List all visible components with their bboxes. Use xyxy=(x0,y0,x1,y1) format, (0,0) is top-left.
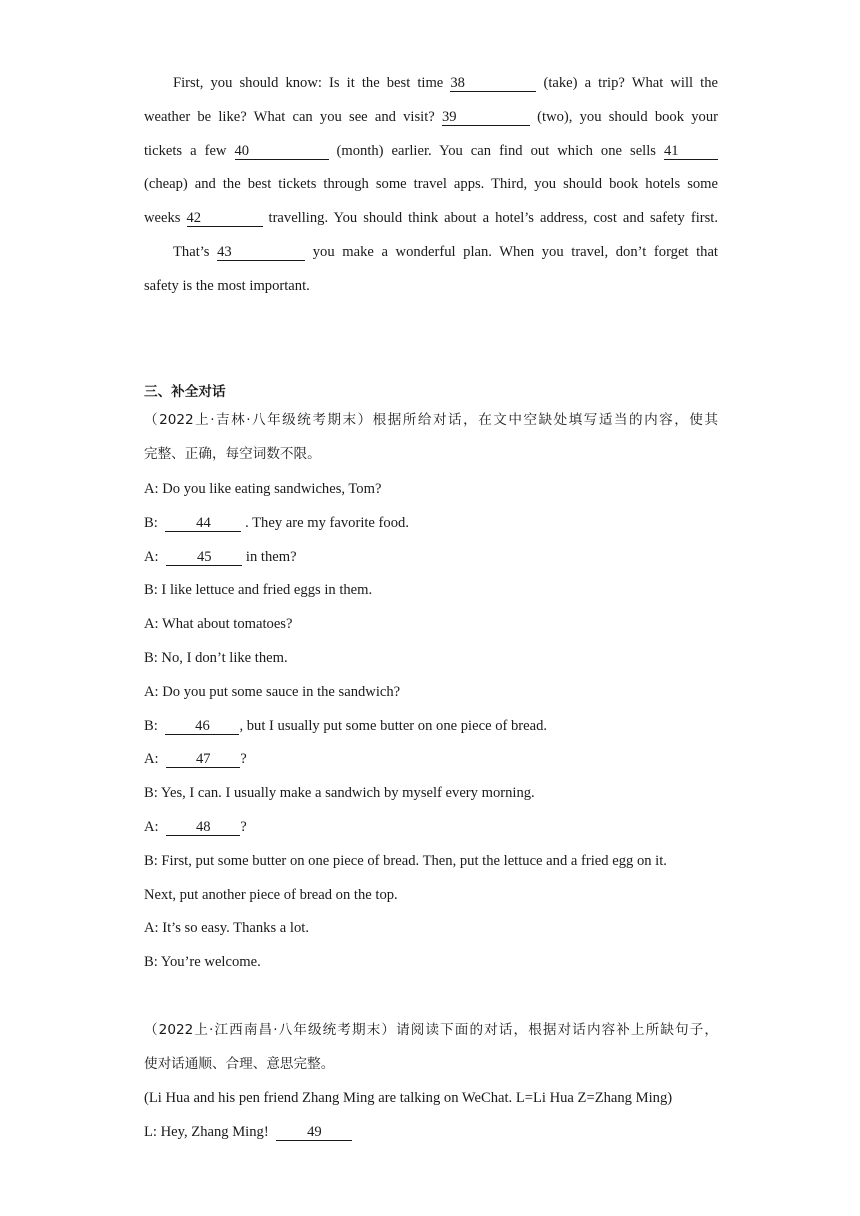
passage-line-6: That’s 43 you make a wonderful plan. When you travel, don’t forget that xyxy=(173,244,718,260)
blank-49[interactable]: 49 xyxy=(276,1124,352,1141)
dialogue-line: A: 45 in them? xyxy=(144,549,297,565)
dialogue-line: A: Do you like eating sandwiches, Tom? xyxy=(144,481,382,497)
blank-44[interactable]: 44 xyxy=(165,515,241,532)
dialogue-line: B: You’re welcome. xyxy=(144,954,261,970)
blank-47[interactable]: 47 xyxy=(166,751,240,768)
blank-43[interactable]: 43 xyxy=(217,244,305,261)
dialogue-line: B: No, I don’t like them. xyxy=(144,650,288,666)
dialogue-line: L: Hey, Zhang Ming! 49 xyxy=(144,1122,718,1142)
dialogue-line: B: Yes, I can. I usually make a sandwich by myself every morning. xyxy=(144,785,535,801)
dialogue-line: B: First, put some butter on one piece of bread. Then, put the lettuce and a fried egg on it. xyxy=(144,853,667,869)
passage-line-4: (cheap) and the best tickets through some travel apps. Third, you should book hotels some xyxy=(144,176,718,192)
section-heading: 三、补全对话 xyxy=(144,384,226,400)
blank-46[interactable]: 46 xyxy=(165,718,239,735)
dialogue-line: B: 46 , but I usually put some butter on one piece of bread. xyxy=(144,718,548,734)
blank-41[interactable]: 41 xyxy=(664,143,718,160)
blank-45[interactable]: 45 xyxy=(166,549,242,566)
section4-intro-line-1: （2022上·江西南昌·八年级统考期末）请阅读下面的对话，根据对话内容补上所缺句子， xyxy=(144,1022,718,1038)
dialogue-line: A: Do you put some sauce in the sandwich? xyxy=(144,684,401,700)
passage-line-2: weather be like? What can you see and visit? 39 (two), you should book your xyxy=(144,109,718,125)
dialogue-context: (Li Hua and his pen friend Zhang Ming are talking on WeChat. L=Li Hua Z=Zhang Ming) xyxy=(144,1090,673,1106)
blank-42[interactable]: 42 xyxy=(187,210,263,227)
dialogue-line: Next, put another piece of bread on the top. xyxy=(144,887,398,903)
dialogue-line: B: 44 . They are my favorite food. xyxy=(144,515,409,531)
passage-line-3: tickets a few 40 (month) earlier. You can find out which one sells 41 xyxy=(144,141,718,161)
dialogue-line: A: 48 ? xyxy=(144,819,247,835)
section3-intro-line-2: 完整、正确，每空词数不限。 xyxy=(144,446,321,462)
blank-39[interactable]: 39 xyxy=(442,109,530,126)
section3-intro-line-1: （2022上·吉林·八年级统考期末）根据所给对话，在文中空缺处填写适当的内容，使其 xyxy=(144,412,718,428)
dialogue-line: A: 47 ? xyxy=(144,751,247,767)
section4-intro-line-2: 使对话通顺、合理、意思完整。 xyxy=(144,1056,335,1072)
dialogue-line: A: What about tomatoes? xyxy=(144,616,293,632)
passage-line-1: First, you should know: Is it the best time 38 (take) a trip? What will the xyxy=(173,75,718,91)
dialogue-line: B: I like lettuce and fried eggs in them. xyxy=(144,582,373,598)
passage-line-5: weeks 42 travelling. You should think about a hotel’s address, cost and safety first. xyxy=(144,210,718,226)
blank-38[interactable]: 38 xyxy=(450,75,536,92)
dialogue-line: A: It’s so easy. Thanks a lot. xyxy=(144,920,309,936)
blank-48[interactable]: 48 xyxy=(166,819,240,836)
blank-40[interactable]: 40 xyxy=(235,143,329,160)
passage-line-7: safety is the most important. xyxy=(144,278,310,294)
